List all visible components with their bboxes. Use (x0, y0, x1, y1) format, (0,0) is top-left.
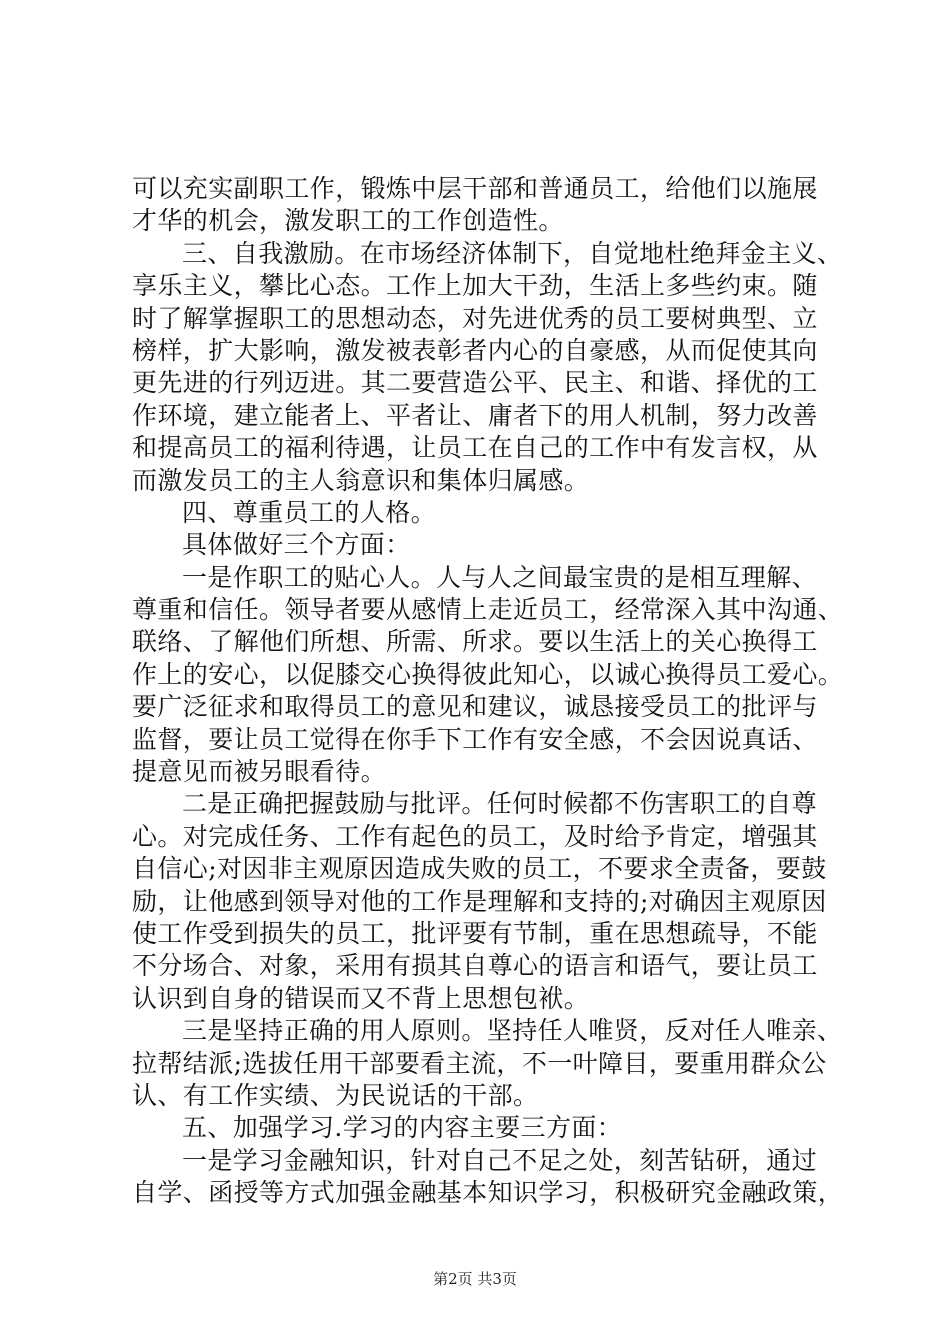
text-line: 心。对完成任务、工作有起色的员工，及时给予肯定，增强其 (132, 821, 818, 851)
text-line: 享乐主义，攀比心态。工作上加大干劲，生活上多些约束。随 (132, 271, 818, 301)
text-line: 三是坚持正确的用人原则。坚持任人唯贤，反对任人唯亲、 (182, 1016, 843, 1046)
body-text (132, 173, 844, 1210)
text-line: 二是正确把握鼓励与批评。任何时候都不伤害职工的自尊 (182, 789, 818, 819)
text-line: 而激发员工的主人翁意识和集体归属感。 (132, 465, 590, 495)
text-line: 不分场合、对象，采用有损其自尊心的语言和语气，要让员工 (132, 951, 818, 981)
text-line: 励，让他感到领导对他的工作是理解和支持的;对确因主观原因 (132, 886, 827, 916)
text-line: 拉帮结派;选拔任用干部要看主流，不一叶障目，要重用群众公 (132, 1048, 827, 1078)
text-line: 联络、了解他们所想、所需、所求。要以生活上的关心换得工 (132, 627, 818, 657)
text-line: 才华的机会，激发职工的工作创造性。 (132, 206, 564, 236)
text-line: 要广泛征求和取得员工的意见和建议，诚恳接受员工的批评与 (132, 692, 818, 722)
text-line: 自信心;对因非主观原因造成失败的员工，不要求全责备，要鼓 (132, 854, 827, 884)
text-line: 自学、函授等方式加强金融基本知识学习，积极研究金融政策， (132, 1178, 844, 1208)
text-line: 四、尊重员工的人格。 (182, 497, 437, 527)
text-line: 认、有工作实绩、为民说话的干部。 (132, 1080, 539, 1110)
text-line: 认识到自身的错误而又不背上思想包袱。 (132, 983, 590, 1013)
text-line: 可以充实副职工作，锻炼中层干部和普通员工，给他们以施展 (132, 174, 818, 203)
text-line: 三、自我激励。在市场经济体制下，自觉地杜绝拜金主义、 (182, 238, 843, 268)
text-line: 更先进的行列迈进。其二要营造公平、民主、和谐、择优的工 (132, 368, 818, 398)
text-line: 使工作受到损失的员工，批评要有节制，重在思想疏导，不能 (132, 918, 818, 948)
text-line: 时了解掌握职工的思想动态，对先进优秀的员工要树典型、立 (132, 303, 818, 333)
text-line: 一是学习金融知识，针对自己不足之处，刻苦钻研，通过 (182, 1145, 818, 1175)
text-line: 榜样，扩大影响，激发被表彰者内心的自豪感，从而促使其向 (132, 335, 818, 365)
text-line: 和提高员工的福利待遇，让员工在自己的工作中有发言权，从 (132, 433, 818, 463)
text-line: 作上的安心，以促膝交心换得彼此知心，以诚心换得员工爱心。 (132, 659, 844, 689)
text-line: 尊重和信任。领导者要从感情上走近员工，经常深入其中沟通、 (132, 595, 844, 625)
text-line: 作环境，建立能者上、平者让、庸者下的用人机制，努力改善 (132, 400, 818, 430)
page-footer: 第2页 共3页 (433, 1270, 517, 1288)
text-line: 具体做好三个方面： (182, 530, 411, 560)
text-line: 提意见而被另眼看待。 (132, 757, 387, 787)
text-line: 五、加强学习.学习的内容主要三方面： (182, 1113, 623, 1143)
text-line: 一是作职工的贴心人。人与人之间最宝贵的是相互理解、 (182, 562, 818, 592)
text-line: 监督，要让员工觉得在你手下工作有安全感，不会因说真话、 (132, 724, 818, 754)
